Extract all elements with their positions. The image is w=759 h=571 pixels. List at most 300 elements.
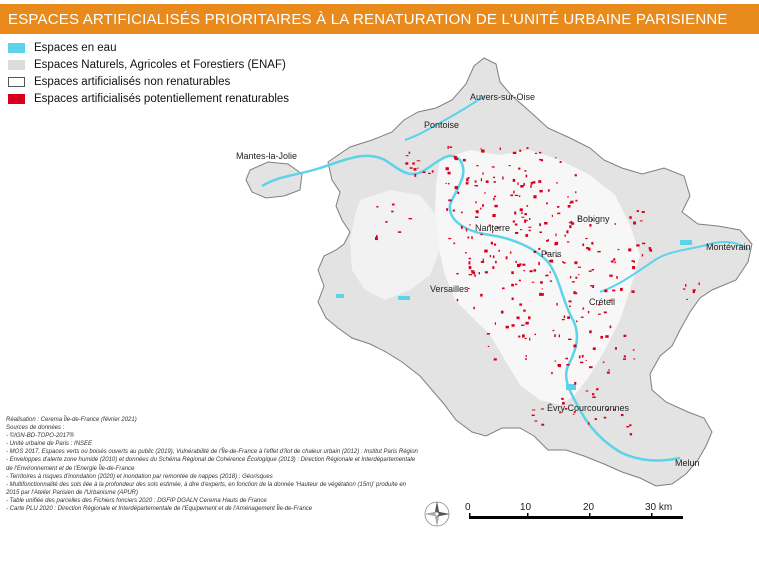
renaturable-patch xyxy=(593,347,596,350)
source-line: - Table unifiée des parcelles des Fichiers fonciers 2020 : DGFIP DGALN Cerema Hauts de France xyxy=(6,497,267,504)
renaturable-patch xyxy=(526,175,528,178)
renaturable-patch xyxy=(595,418,597,420)
renaturable-patch xyxy=(528,227,531,228)
renaturable-patch xyxy=(534,251,537,253)
renaturable-patch xyxy=(512,298,514,301)
renaturable-patch xyxy=(557,213,560,215)
renaturable-patch xyxy=(633,358,635,359)
renaturable-patch xyxy=(494,205,497,208)
renaturable-patch xyxy=(512,324,515,327)
renaturable-patch xyxy=(526,355,528,357)
renaturable-patch xyxy=(554,244,557,245)
renaturable-patch xyxy=(520,185,523,188)
renaturable-patch xyxy=(475,185,479,186)
renaturable-patch xyxy=(548,189,550,191)
renaturable-patch xyxy=(455,186,458,189)
renaturable-patch xyxy=(532,415,535,416)
renaturable-patch xyxy=(685,284,686,287)
lake xyxy=(336,294,344,298)
renaturable-patch xyxy=(515,261,517,263)
renaturable-patch xyxy=(629,424,631,426)
renaturable-patch xyxy=(488,346,490,347)
renaturable-patch xyxy=(686,299,688,300)
source-line: - MOS 2017, Espaces verts ou boisés ouverts au public (2019), Vulnérabilité de l'Île-de-France à l'effet d'îlot de chaleur urbain (2012) : Institut Paris Région xyxy=(6,449,418,456)
renaturable-patch xyxy=(409,218,413,219)
renaturable-patch xyxy=(589,224,591,227)
renaturable-patch xyxy=(579,356,581,359)
renaturable-patch xyxy=(525,234,528,237)
renaturable-patch xyxy=(523,270,525,271)
renaturable-patch xyxy=(570,202,571,204)
legend-label: Espaces artificialisés potentiellement renaturables xyxy=(34,92,290,105)
renaturable-patch xyxy=(520,208,523,211)
renaturable-patch xyxy=(624,335,627,337)
renaturable-patch xyxy=(453,210,455,212)
renaturable-patch xyxy=(498,250,500,252)
renaturable-patch xyxy=(476,210,479,213)
renaturable-patch xyxy=(633,349,635,350)
renaturable-patch xyxy=(414,168,417,171)
renaturable-patch xyxy=(582,355,584,358)
renaturable-patch xyxy=(683,288,685,289)
renaturable-patch xyxy=(570,276,571,278)
renaturable-patch xyxy=(557,206,559,208)
renaturable-patch xyxy=(630,433,632,435)
renaturable-patch xyxy=(568,205,571,208)
renaturable-patch xyxy=(555,361,557,362)
renaturable-patch xyxy=(567,196,568,197)
renaturable-patch xyxy=(555,234,556,237)
renaturable-patch xyxy=(567,241,569,242)
lake xyxy=(398,296,410,300)
renaturable-patch xyxy=(461,226,463,229)
renaturable-patch xyxy=(597,251,600,253)
renaturable-patch xyxy=(432,170,434,172)
renaturable-patch xyxy=(592,393,594,395)
renaturable-patch xyxy=(469,258,471,259)
renaturable-patch xyxy=(554,334,556,337)
renaturable-patch xyxy=(612,290,615,292)
renaturable-patch xyxy=(515,224,518,226)
city-versailles: Versailles xyxy=(430,284,469,294)
renaturable-patch xyxy=(532,282,535,283)
renaturable-patch xyxy=(550,271,551,273)
renaturable-patch xyxy=(642,254,643,256)
renaturable-patch xyxy=(532,410,535,411)
renaturable-patch xyxy=(582,308,583,309)
city-creteil: Créteil xyxy=(589,297,616,307)
renaturable-patch xyxy=(578,274,580,275)
renaturable-patch xyxy=(575,191,576,193)
renaturable-patch xyxy=(448,146,449,149)
renaturable-patch xyxy=(514,212,516,215)
renaturable-patch xyxy=(623,358,626,360)
renaturable-patch xyxy=(414,174,416,177)
renaturable-patch xyxy=(527,205,529,207)
renaturable-patch xyxy=(628,248,631,251)
renaturable-patch xyxy=(585,238,588,239)
renaturable-patch xyxy=(642,243,645,245)
renaturable-patch xyxy=(535,153,537,154)
renaturable-patch xyxy=(519,196,521,198)
source-line: - Carte PLU 2020 : Direction Régionale et Interdépartementale de l'Equipement et de l'Aménagement Île-de-France xyxy=(6,506,313,513)
renaturable-patch xyxy=(621,414,624,416)
renaturable-patch xyxy=(539,223,541,226)
renaturable-patch xyxy=(604,290,607,293)
renaturable-patch xyxy=(649,249,652,252)
renaturable-patch xyxy=(517,182,518,185)
renaturable-patch xyxy=(542,288,543,289)
city-mantes-la-jolie: Mantes-la-Jolie xyxy=(236,151,298,161)
renaturable-patch xyxy=(493,255,495,258)
renaturable-patch xyxy=(533,195,536,198)
renaturable-patch xyxy=(521,212,523,214)
renaturable-patch xyxy=(615,223,617,225)
renaturable-patch xyxy=(513,191,514,194)
renaturable-patch xyxy=(493,177,495,178)
lake xyxy=(566,384,576,390)
renaturable-patch xyxy=(582,244,584,247)
renaturable-patch xyxy=(559,335,560,338)
renaturable-patch xyxy=(513,179,516,182)
renaturable-patch xyxy=(513,152,517,154)
renaturable-patch xyxy=(494,196,496,198)
renaturable-patch xyxy=(633,222,636,225)
sources-credits xyxy=(6,416,418,513)
renaturable-patch xyxy=(586,360,587,361)
source-line: - Unité urbaine de Paris : INSEE xyxy=(6,441,93,448)
renaturable-patch xyxy=(423,171,426,173)
renaturable-patch xyxy=(511,284,514,287)
renaturable-patch xyxy=(569,306,571,307)
renaturable-patch xyxy=(534,269,537,271)
renaturable-patch xyxy=(385,221,388,222)
renaturable-patch xyxy=(518,336,520,338)
scale-tick-label: 10 xyxy=(520,502,532,513)
source-line: - Enveloppes d'alerte zone humide (2010) et données du Schéma Régional de Cohérence Écologique (2013) : Direction Régionale et Interdépartementale de l'Environnement et de l'Energie Île-de-France xyxy=(6,457,416,472)
legend-label: Espaces artificialisés non renaturables xyxy=(34,75,231,88)
renaturable-patch xyxy=(562,319,565,320)
renaturable-patch xyxy=(428,173,431,174)
renaturable-patch xyxy=(529,230,531,232)
renaturable-patch xyxy=(575,200,577,202)
renaturable-patch xyxy=(524,170,526,172)
renaturable-patch xyxy=(515,232,518,234)
city-pontoise: Pontoise xyxy=(424,120,460,130)
renaturable-patch xyxy=(631,290,634,293)
renaturable-patch xyxy=(515,284,517,286)
renaturable-patch xyxy=(468,237,470,239)
renaturable-patch xyxy=(519,280,521,282)
renaturable-patch xyxy=(522,217,525,218)
renaturable-patch xyxy=(485,271,488,273)
renaturable-patch xyxy=(410,167,413,169)
renaturable-patch xyxy=(398,231,401,233)
renaturable-patch xyxy=(538,180,541,183)
renaturable-patch xyxy=(494,244,496,246)
renaturable-patch xyxy=(629,216,631,219)
renaturable-patch xyxy=(525,338,527,339)
renaturable-patch xyxy=(610,326,612,329)
renaturable-patch xyxy=(491,242,493,245)
renaturable-patch xyxy=(522,264,525,266)
renaturable-patch xyxy=(502,177,503,180)
renaturable-patch xyxy=(555,157,557,158)
renaturable-patch xyxy=(634,261,635,263)
renaturable-patch xyxy=(567,316,570,319)
renaturable-patch xyxy=(457,192,459,194)
renaturable-patch xyxy=(527,147,529,149)
renaturable-patch xyxy=(604,312,607,314)
renaturable-patch xyxy=(519,263,521,265)
renaturable-patch xyxy=(492,214,495,217)
renaturable-patch xyxy=(469,261,471,264)
renaturable-patch xyxy=(525,322,528,325)
renaturable-patch xyxy=(541,424,544,426)
renaturable-patch xyxy=(620,288,623,291)
renaturable-patch xyxy=(484,250,488,253)
source-line: - Multifonctionnalité des sols liée à la profondeur des sols estimée, à dire d'experts, en fonction de la donnée 'Hauteur de végétation (15m)' produite en 2015 par l'Atelier Parisien de l'Urbanisme (APUR) xyxy=(6,481,407,496)
renaturable-patch xyxy=(490,255,491,257)
renaturable-patch xyxy=(457,299,459,301)
source-line: Réalisation : Cerema Île-de-France (février 2021) xyxy=(6,417,137,423)
renaturable-patch xyxy=(569,300,572,302)
renaturable-patch xyxy=(699,283,700,286)
legend-label: Espaces en eau xyxy=(34,41,117,54)
renaturable-patch xyxy=(563,262,565,264)
renaturable-patch xyxy=(466,228,467,231)
scale-bar xyxy=(465,500,690,524)
renaturable-patch xyxy=(558,364,561,367)
compass-rose-icon xyxy=(423,500,451,528)
renaturable-patch xyxy=(693,291,695,293)
renaturable-patch xyxy=(469,224,470,225)
renaturable-patch xyxy=(592,285,594,288)
city-paris: Paris xyxy=(541,249,562,259)
renaturable-patch xyxy=(392,204,395,206)
renaturable-patch xyxy=(375,237,378,240)
renaturable-patch xyxy=(469,266,472,269)
renaturable-patch xyxy=(482,204,484,207)
lake xyxy=(680,240,692,245)
renaturable-patch xyxy=(448,238,451,239)
renaturable-patch xyxy=(481,150,485,153)
renaturable-patch xyxy=(455,158,459,160)
renaturable-patch xyxy=(480,148,481,149)
renaturable-patch xyxy=(573,345,576,348)
scale-tick-label: 0 xyxy=(465,502,471,513)
renaturable-patch xyxy=(572,281,575,282)
renaturable-patch xyxy=(592,397,596,399)
renaturable-patch xyxy=(693,289,696,291)
renaturable-patch xyxy=(506,326,509,329)
renaturable-patch xyxy=(600,336,603,339)
renaturable-patch xyxy=(406,155,409,156)
renaturable-patch xyxy=(539,159,542,160)
renaturable-patch xyxy=(545,275,548,277)
map-title: ESPACES ARTIFICIALISÉS PRIORITAIRES À LA RENATURATION DE L'UNITÉ URBAINE PARISIENNE xyxy=(8,11,728,28)
renaturable-patch xyxy=(588,422,589,425)
renaturable-patch xyxy=(471,236,472,239)
renaturable-patch xyxy=(569,222,570,223)
renaturable-patch xyxy=(578,267,581,268)
renaturable-patch xyxy=(511,271,514,274)
renaturable-patch xyxy=(412,162,415,164)
renaturable-patch xyxy=(609,275,612,277)
renaturable-patch xyxy=(481,261,484,263)
renaturable-patch xyxy=(573,414,575,415)
renaturable-patch xyxy=(565,358,568,360)
renaturable-patch xyxy=(476,165,478,166)
source-line: - Territoires à risques d'inondation (2020) et inondation par remontée de nappes (2018) : Géorisques xyxy=(6,473,273,480)
renaturable-patch xyxy=(546,240,548,242)
renaturable-patch xyxy=(604,417,607,419)
renaturable-patch xyxy=(465,252,467,253)
renaturable-patch xyxy=(492,166,495,167)
renaturable-patch xyxy=(544,222,547,225)
renaturable-patch xyxy=(581,317,584,318)
renaturable-patch xyxy=(492,266,494,269)
renaturable-patch xyxy=(525,213,527,215)
renaturable-patch xyxy=(515,195,518,196)
renaturable-patch xyxy=(568,339,572,340)
renaturable-patch xyxy=(607,372,610,374)
renaturable-patch xyxy=(481,178,482,181)
renaturable-patch xyxy=(486,180,489,183)
renaturable-patch xyxy=(539,152,541,154)
renaturable-patch xyxy=(626,426,629,427)
renaturable-patch xyxy=(405,162,408,164)
renaturable-patch xyxy=(576,321,577,323)
renaturable-patch xyxy=(549,260,552,262)
renaturable-patch xyxy=(449,146,452,148)
renaturable-patch xyxy=(574,292,577,294)
renaturable-patch xyxy=(510,252,512,254)
scale-tick-label: 20 xyxy=(583,502,595,513)
source-line: Sources de données : xyxy=(6,425,65,432)
city-bobigny: Bobigny xyxy=(577,214,610,224)
renaturable-patch xyxy=(529,338,530,341)
renaturable-patch xyxy=(480,294,482,297)
city-melun: Melun xyxy=(675,458,700,468)
renaturable-patch xyxy=(589,366,593,368)
renaturable-patch xyxy=(551,372,553,374)
renaturable-patch xyxy=(493,198,495,201)
city-nanterre: Nanterre xyxy=(475,223,511,233)
renaturable-patch xyxy=(484,193,486,194)
renaturable-patch xyxy=(456,273,458,274)
renaturable-patch xyxy=(500,148,501,151)
renaturable-patch xyxy=(417,160,421,161)
renaturable-patch xyxy=(453,243,455,245)
renaturable-patch xyxy=(592,269,594,271)
renaturable-patch xyxy=(525,358,526,360)
renaturable-patch xyxy=(566,230,568,233)
renaturable-patch xyxy=(560,161,562,163)
renaturable-patch xyxy=(495,261,497,264)
renaturable-patch xyxy=(530,185,531,188)
renaturable-patch xyxy=(637,210,639,212)
renaturable-patch xyxy=(532,181,535,183)
renaturable-patch xyxy=(409,152,411,154)
renaturable-patch xyxy=(588,248,591,251)
renaturable-patch xyxy=(538,248,540,250)
renaturable-patch xyxy=(596,388,598,390)
renaturable-patch xyxy=(513,221,515,223)
renaturable-patch xyxy=(469,274,472,275)
renaturable-patch xyxy=(608,369,610,370)
renaturable-patch xyxy=(522,334,525,337)
renaturable-patch xyxy=(461,212,463,214)
renaturable-patch xyxy=(529,218,530,220)
renaturable-patch xyxy=(564,315,565,318)
renaturable-patch xyxy=(448,172,451,175)
renaturable-patch xyxy=(574,382,576,385)
renaturable-patch xyxy=(519,150,521,152)
renaturable-patch xyxy=(546,203,548,205)
scale-tick-label: 30 km xyxy=(645,502,673,513)
renaturable-patch xyxy=(616,276,618,279)
renaturable-patch xyxy=(589,271,592,272)
renaturable-patch xyxy=(541,408,544,409)
renaturable-patch xyxy=(446,167,449,170)
renaturable-patch xyxy=(524,220,526,223)
city-evry-courcouronnes: Évry Courcouronnes xyxy=(547,403,630,413)
renaturable-patch xyxy=(391,211,393,213)
renaturable-patch xyxy=(475,201,477,203)
renaturable-patch xyxy=(580,362,583,364)
renaturable-patch xyxy=(475,216,478,218)
legend-label: Espaces Naturels, Agricoles et Forestiers (ENAF) xyxy=(34,58,286,71)
renaturable-patch xyxy=(463,159,466,162)
renaturable-patch xyxy=(523,310,526,312)
renaturable-patch xyxy=(550,280,552,281)
renaturable-patch xyxy=(615,347,617,349)
renaturable-patch xyxy=(517,317,520,320)
renaturable-patch xyxy=(565,235,567,237)
renaturable-patch xyxy=(466,178,468,181)
renaturable-patch xyxy=(520,229,522,230)
renaturable-patch xyxy=(494,358,497,360)
renaturable-patch xyxy=(636,244,639,246)
renaturable-patch xyxy=(535,420,538,421)
renaturable-patch xyxy=(575,277,577,279)
renaturable-patch xyxy=(531,182,533,185)
renaturable-patch xyxy=(539,190,542,193)
renaturable-patch xyxy=(510,195,513,197)
renaturable-patch xyxy=(518,168,520,170)
renaturable-patch xyxy=(446,208,448,211)
renaturable-patch xyxy=(493,181,496,182)
renaturable-patch xyxy=(475,180,477,182)
renaturable-patch xyxy=(487,333,490,335)
renaturable-patch xyxy=(539,293,541,296)
renaturable-patch xyxy=(591,242,593,245)
renaturable-patch xyxy=(417,168,419,169)
renaturable-patch xyxy=(480,234,482,236)
renaturable-patch xyxy=(553,330,555,331)
renaturable-patch xyxy=(445,183,446,184)
renaturable-patch xyxy=(482,172,483,174)
renaturable-patch xyxy=(509,165,511,166)
renaturable-patch xyxy=(589,330,592,333)
renaturable-patch xyxy=(624,355,626,357)
renaturable-patch xyxy=(539,232,542,234)
renaturable-patch xyxy=(473,271,476,274)
renaturable-patch xyxy=(574,261,577,264)
renaturable-patch xyxy=(473,307,475,309)
renaturable-patch xyxy=(552,215,553,217)
